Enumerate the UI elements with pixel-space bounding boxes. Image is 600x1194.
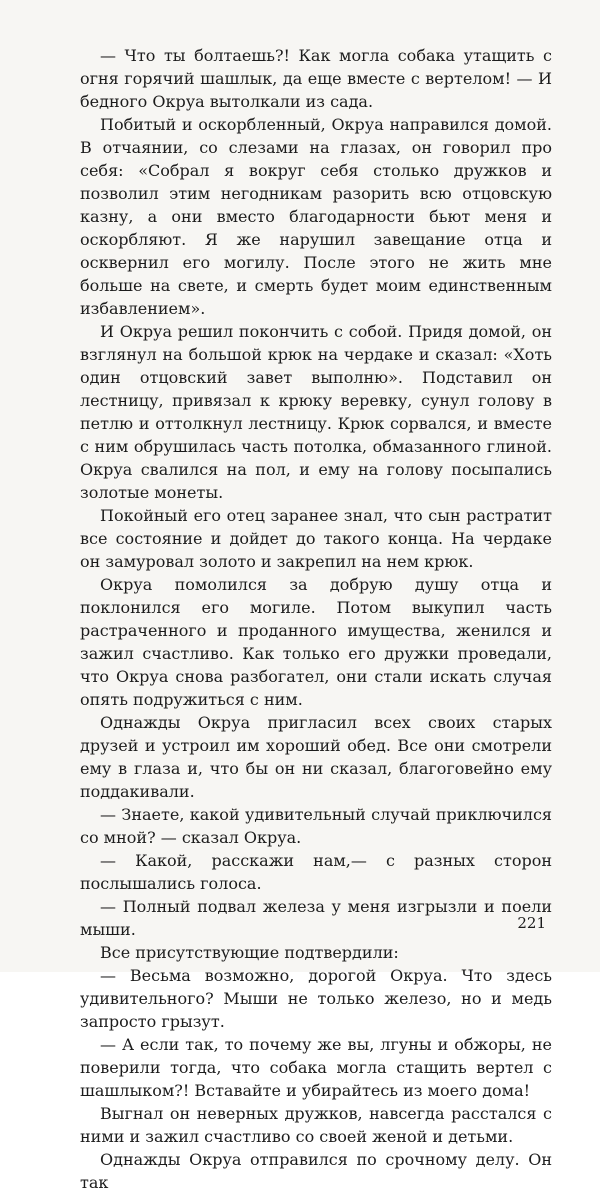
paragraph-1: — Что ты болтаешь?! Как могла собака утащить с огня горячий шашлык, да еще вместе с вертелом! — И бедного Окруа вытолкали из сада. bbox=[80, 46, 552, 111]
page-number: 221 bbox=[517, 914, 546, 932]
body-text bbox=[80, 44, 552, 1194]
paragraph-9: — Полный подвал железа у меня изгрызли и поели мыши. bbox=[80, 897, 552, 939]
paragraph-14: Однажды Окруа отправился по срочному делу. Он так bbox=[80, 1150, 552, 1192]
paragraph-12: — А если так, то почему же вы, лгуны и обжоры, не поверили тогда, что собака могла стащить вертел с шашлыком?! Вставайте и убирайтесь из моего дома! bbox=[80, 1035, 552, 1100]
paragraph-11: — Весьма возможно, дорогой Окруа. Что здесь удивительного? Мыши не только железо, но и медь запросто грызут. bbox=[80, 966, 552, 1031]
paragraph-5: Окруа помолился за добрую душу отца и поклонился его могиле. Потом выкупил часть растраченного и проданного имущества, женился и зажил счастливо. Как только его дружки проведали, что Окруа снова разбогател, они стали искать случая опять подружиться с ним. bbox=[80, 575, 552, 709]
paragraph-10: Все присутствующие подтвердили: bbox=[100, 943, 399, 962]
paragraph-13: Выгнал он неверных дружков, навсегда расстался с ними и зажил счастливо со своей женой и детьми. bbox=[80, 1104, 552, 1146]
paragraph-4: Покойный его отец заранее знал, что сын растратит все состояние и дойдет до такого конца. На чердаке он замуровал золото и закрепил на нем крюк. bbox=[80, 506, 552, 571]
paragraph-8: — Какой, расскажи нам,— с разных сторон послышались голоса. bbox=[80, 851, 552, 893]
paragraph-2: Побитый и оскорбленный, Окруа направился домой. В отчаянии, со слезами на глазах, он говорил про себя: «Собрал я вокруг себя столько дружков и позволил этим негодникам разорить всю отцовскую казну, а они вместо благодарности бьют меня и оскорбляют. Я же нарушил завещание отца и осквернил его могилу. После этого не жить мне больше на свете, и смерть будет моим единственным избавлением». bbox=[80, 115, 552, 318]
paragraph-6: Однажды Окруа пригласил всех своих старых друзей и устроил им хороший обед. Все они смотрели ему в глаза и, что бы он ни сказал, благоговейно ему поддакивали. bbox=[80, 713, 552, 801]
paragraph-3: И Окруа решил покончить с собой. Придя домой, он взглянул на большой крюк на чердаке и сказал: «Хоть один отцовский завет выполню». Подставил он лестницу, привязал к крюку веревку, сунул голову в петлю и оттолкнул лестницу. Крюк сорвался, и вместе с ним обрушилась часть потолка, обмазанного глиной. Окруа свалился на пол, и ему на голову посыпались золотые монеты. bbox=[80, 322, 552, 502]
paragraph-7: — Знаете, какой удивительный случай приключился со мной? — сказал Окруа. bbox=[80, 805, 552, 847]
